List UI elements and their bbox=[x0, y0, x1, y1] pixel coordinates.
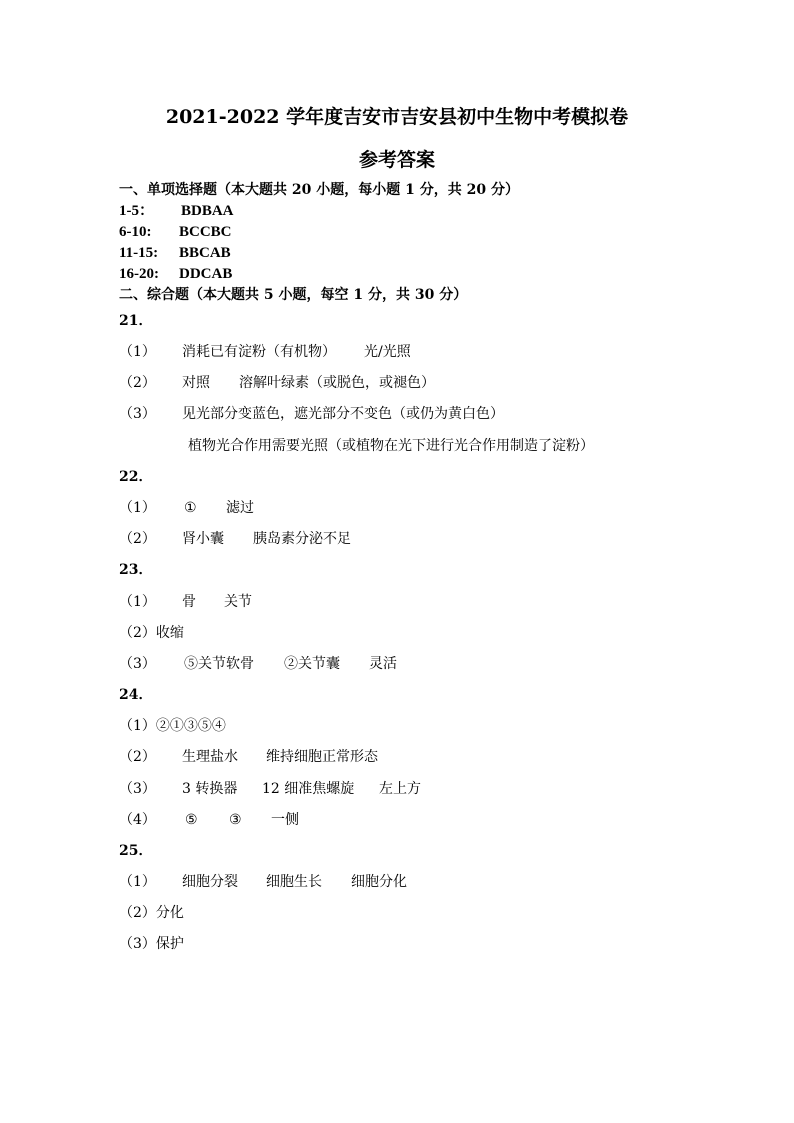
part-label: （1） bbox=[119, 500, 156, 516]
choice-range: 11-15: bbox=[119, 245, 159, 261]
answer-blank: 生理盐水 bbox=[182, 749, 238, 765]
document-subtitle: 参考答案 bbox=[358, 149, 435, 171]
answer-blank: 3 转换器 bbox=[182, 781, 238, 797]
part-label: （4） bbox=[119, 812, 156, 828]
answer-blank: 对照 bbox=[182, 375, 210, 391]
answer-blank: 左上方 bbox=[379, 781, 421, 797]
document-title: 2021-2022 学年度吉安市吉安县初中生物中考模拟卷 bbox=[165, 106, 629, 128]
question-number-23: 23． bbox=[119, 562, 153, 578]
part-label: （2） bbox=[119, 375, 156, 391]
choice-answers: BBCAB bbox=[179, 245, 231, 261]
part-label: （2） bbox=[119, 749, 156, 765]
answer-blank: 一侧 bbox=[271, 812, 299, 828]
q23-part2: （2）收缩 bbox=[119, 625, 184, 641]
q24-part1: （1）②①③⑤④ bbox=[119, 718, 226, 734]
answer-blank: 细胞生长 bbox=[266, 874, 322, 890]
question-number-25: 25． bbox=[119, 843, 153, 859]
answer-blank: 细胞分化 bbox=[351, 874, 407, 890]
choice-range: 6-10: bbox=[119, 224, 152, 240]
part-label: （3） bbox=[119, 656, 156, 672]
question-number-21: 21． bbox=[119, 313, 153, 329]
choice-answers: BDBAA bbox=[181, 203, 234, 219]
part-label: （3） bbox=[119, 781, 156, 797]
choice-answers: BCCBC bbox=[179, 224, 232, 240]
answer-blank: 维持细胞正常形态 bbox=[266, 749, 378, 765]
answer-blank: 细胞分裂 bbox=[182, 874, 238, 890]
section1-heading: 一、单项选择题（本大题共 20 小题，每小题 1 分，共 20 分） bbox=[119, 182, 519, 198]
answer-blank: 滤过 bbox=[226, 500, 254, 516]
answer-blank: 消耗已有淀粉（有机物） bbox=[182, 344, 336, 360]
choice-answers: DDCAB bbox=[179, 266, 233, 282]
choice-range: 1-5： bbox=[119, 203, 154, 219]
part-label: （1） bbox=[119, 344, 156, 360]
answer-blank: 胰岛素分泌不足 bbox=[253, 531, 351, 547]
answer-blank: ⑤ bbox=[185, 812, 198, 828]
q25-part3: （3）保护 bbox=[119, 936, 184, 952]
part-label: （3） bbox=[119, 406, 156, 422]
q21-part3-second-answer: 植物光合作用需要光照（或植物在光下进行光合作用制造了淀粉） bbox=[188, 438, 594, 454]
question-number-24: 24． bbox=[119, 687, 153, 703]
part-label: （1） bbox=[119, 874, 156, 890]
answer-blank: 光/光照 bbox=[364, 344, 411, 360]
answer-blank: 见光部分变蓝色，遮光部分不变色（或仍为黄白色） bbox=[182, 406, 504, 422]
answer-blank: 12 细准焦螺旋 bbox=[262, 781, 355, 797]
answer-blank: ⑤关节软骨 bbox=[184, 656, 254, 672]
question-number-22: 22． bbox=[119, 469, 153, 485]
answer-blank: 溶解叶绿素（或脱色，或褪色） bbox=[239, 375, 435, 391]
answer-blank: 灵活 bbox=[369, 656, 397, 672]
answer-blank: ③ bbox=[229, 812, 242, 828]
answer-blank: 骨 bbox=[182, 594, 196, 610]
part-label: （2） bbox=[119, 531, 156, 547]
choice-range: 16-20: bbox=[119, 266, 159, 282]
answer-blank: ②关节囊 bbox=[284, 656, 340, 672]
answer-blank: 肾小囊 bbox=[182, 531, 224, 547]
answer-blank: 关节 bbox=[224, 594, 252, 610]
answer-blank: ① bbox=[184, 500, 197, 516]
q25-part2: （2）分化 bbox=[119, 905, 184, 921]
part-label: （1） bbox=[119, 594, 156, 610]
section2-heading: 二、综合题（本大题共 5 小题，每空 1 分，共 30 分） bbox=[119, 287, 468, 303]
